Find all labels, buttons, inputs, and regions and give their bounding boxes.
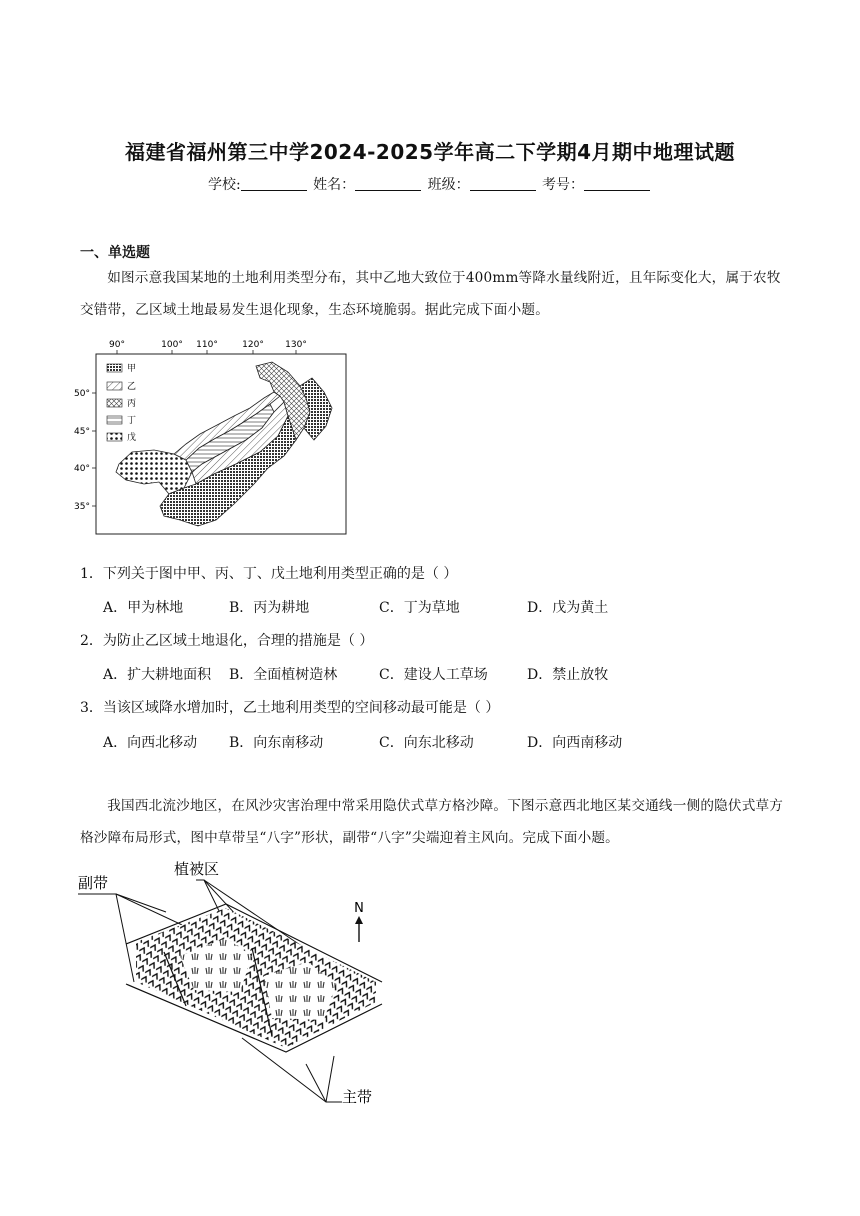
legend-label: 乙	[127, 382, 137, 392]
land-use-map	[74, 336, 354, 536]
lat-label: 50°	[74, 389, 90, 399]
field-class-blank[interactable]	[470, 176, 536, 191]
option-d[interactable]: D．禁止放牧	[527, 667, 609, 683]
section-heading: 一、单选题	[80, 245, 150, 261]
intro-paragraph-1: 如图示意我国某地的土地利用类型分布，其中乙地大致位于400mm等降水量线附近，且年际变化大，属于农牧交错带，乙区域土地最易发生退化现象，生态环境脆弱。据此完成下面小题。	[80, 270, 781, 318]
lon-label: 90°	[109, 340, 125, 350]
option-a[interactable]: A．向西北移动	[103, 735, 198, 751]
field-school-blank[interactable]	[241, 176, 307, 191]
field-number-label: 考号：	[542, 177, 585, 193]
legend-label: 甲	[127, 364, 137, 374]
lon-label: 110°	[196, 340, 218, 350]
legend-label: 丙	[127, 399, 137, 409]
option-b[interactable]: B．丙为耕地	[229, 600, 310, 616]
field-class-label: 班级：	[427, 177, 470, 193]
barrier-belt-area	[136, 908, 376, 1048]
lon-label: 100°	[161, 340, 183, 350]
lat-label: 45°	[74, 427, 90, 437]
option-b[interactable]: B．全面植树造林	[229, 667, 338, 683]
lat-label: 40°	[74, 464, 90, 474]
sand-barrier-diagram	[76, 852, 396, 1112]
student-info-line	[0, 174, 860, 194]
question-3: 3．当该区域降水增加时，乙土地利用类型的空间移动最可能是（ ）	[80, 700, 500, 716]
north-label: N	[354, 901, 364, 916]
question-3-options	[103, 732, 803, 752]
field-number-blank[interactable]	[584, 176, 650, 191]
label-zhu-dai: 主带	[342, 1088, 373, 1106]
option-a[interactable]: A．扩大耕地面积	[103, 667, 212, 683]
question-1-options	[103, 597, 803, 617]
field-name-label: 姓名：	[313, 177, 356, 193]
question-2-options	[103, 664, 803, 684]
field-school-label: 学校:	[207, 177, 241, 193]
label-fu-dai: 副带	[78, 874, 109, 892]
question-1: 1．下列关于图中甲、丙、丁、戊土地利用类型正确的是（ ）	[80, 566, 458, 582]
option-b[interactable]: B．向东南移动	[229, 735, 324, 751]
option-a[interactable]: A．甲为林地	[103, 600, 184, 616]
label-vegetation: 植被区	[174, 860, 220, 878]
field-name-blank[interactable]	[355, 176, 421, 191]
option-d[interactable]: D．向西南移动	[527, 735, 623, 751]
intro-paragraph-2: 我国西北流沙地区，在风沙灾害治理中常采用隐伏式草方格沙障。下图示意西北地区某交通线一侧的隐伏式草方格沙障布局形式，图中草带呈“八字”形状，副带“八字”尖端迎着主风向。完成下面小题。	[80, 798, 784, 846]
option-d[interactable]: D．戊为黄土	[527, 600, 609, 616]
question-2: 2．为防止乙区域土地退化，合理的措施是（ ）	[80, 633, 374, 649]
legend-label: 丁	[127, 416, 137, 426]
page-title: 福建省福州第三中学2024-2025学年高二下学期4月期中地理试题	[124, 140, 736, 164]
option-c[interactable]: C．建设人工草场	[379, 667, 488, 683]
legend-label: 戊	[127, 433, 137, 443]
lat-label: 35°	[74, 502, 90, 512]
lon-label: 120°	[242, 340, 264, 350]
north-arrow	[354, 901, 364, 942]
option-c[interactable]: C．向东北移动	[379, 735, 474, 751]
lon-label: 130°	[285, 340, 307, 350]
option-c[interactable]: C．丁为草地	[379, 600, 460, 616]
